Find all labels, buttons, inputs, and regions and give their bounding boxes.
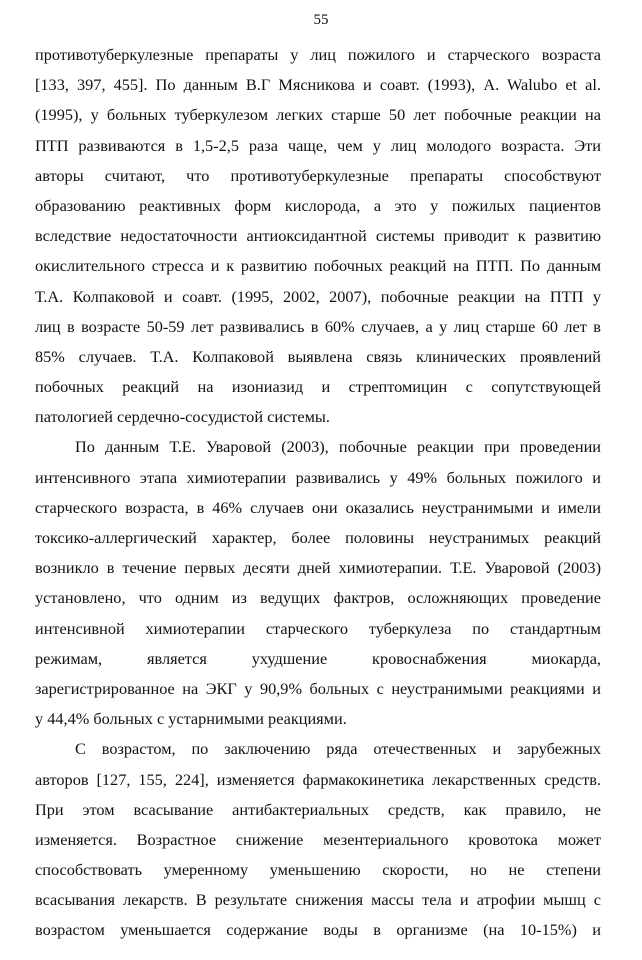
text-line: окислительного стресса и к развитию побочных реакций на ПТП. По данным: [35, 256, 601, 276]
text-line: интенсивного этапа химиотерапии развивались у 49% больных пожилого и: [35, 467, 601, 487]
paragraph-3: [35, 734, 601, 945]
text-line: образованию реактивных форм кислорода, а это у пожилых пациентов: [35, 195, 601, 215]
text-line: изменяется. Возрастное снижение мезентериального кровотока может: [35, 829, 601, 849]
page-number: 55: [313, 12, 329, 28]
paragraph-1: [35, 40, 601, 432]
text-line: 85% случаев. Т.А. Колпаковой выявлена связь клинических проявлений: [35, 346, 601, 366]
text-line: ПТП развиваются в 1,5-2,5 раза чаще, чем у лиц молодого возраста. Эти: [35, 135, 601, 155]
text-line: С возрастом, по заключению ряда отечественных и зарубежных: [75, 739, 601, 759]
text-line: всасывания лекарств. В результате снижения массы тела и атрофии мышц с: [35, 890, 601, 910]
text-line: авторы считают, что противотуберкулезные препараты способствуют: [35, 165, 601, 185]
text-line: возникло в течение первых десяти дней химиотерапии. Т.Е. Уваровой (2003): [35, 558, 601, 578]
text-line: старческого возраста, в 46% случаев они оказались неустранимыми и имели: [35, 497, 601, 517]
text-line: патологией сердечно-сосудистой системы.: [35, 407, 330, 427]
text-line: При этом всасывание антибактериальных средств, как правило, не: [35, 799, 601, 819]
text-line: По данным Т.Е. Уваровой (2003), побочные реакции при проведении: [75, 437, 601, 457]
text-line: зарегистрированное на ЭКГ у 90,9% больных с неустранимыми реакциями и: [35, 678, 601, 698]
text-line: у 44,4% больных с устарнимыми реакциями.: [35, 709, 347, 729]
text-line: возрастом уменьшается содержание воды в организме (на 10-15%) и: [35, 920, 601, 940]
paragraph-2: [35, 432, 601, 734]
text-line: Т.А. Колпаковой и соавт. (1995, 2002, 2007), побочные реакции на ПТП у: [35, 286, 601, 306]
text-line: интенсивной химиотерапии старческого туберкулеза по стандартным: [35, 618, 601, 638]
text-line: (1995), у больных туберкулезом легких старше 50 лет побочные реакции на: [35, 105, 601, 125]
text-line: побочных реакций на изониазид и стрептомицин с сопутствующей: [35, 377, 601, 397]
text-line: способствовать умеренному уменьшению скорости, но не степени: [35, 860, 601, 880]
text-line: авторов [127, 155, 224], изменяется фармакокинетика лекарственных средств.: [35, 769, 601, 789]
text-line: [133, 397, 455]. По данным В.Г Мясникова и соавт. (1993), A. Walubo et al.: [35, 75, 601, 95]
text-line: токсико-аллергический характер, более половины неустранимых реакций: [35, 528, 601, 547]
text-line: режимам, является ухудшение кровоснабжения миокарда,: [35, 648, 601, 668]
text-line: противотуберкулезные препараты у лиц пожилого и старческого возраста: [35, 45, 601, 64]
body-text: [35, 40, 601, 946]
text-line: установлено, что одним из ведущих фактров, осложняющих проведение: [35, 588, 601, 608]
text-line: лиц в возрасте 50-59 лет развивались в 60% случаев, а у лиц старше 60 лет в: [35, 316, 601, 336]
text-line: вследствие недостаточности антиоксидантной системы приводит к развитию: [35, 226, 601, 246]
